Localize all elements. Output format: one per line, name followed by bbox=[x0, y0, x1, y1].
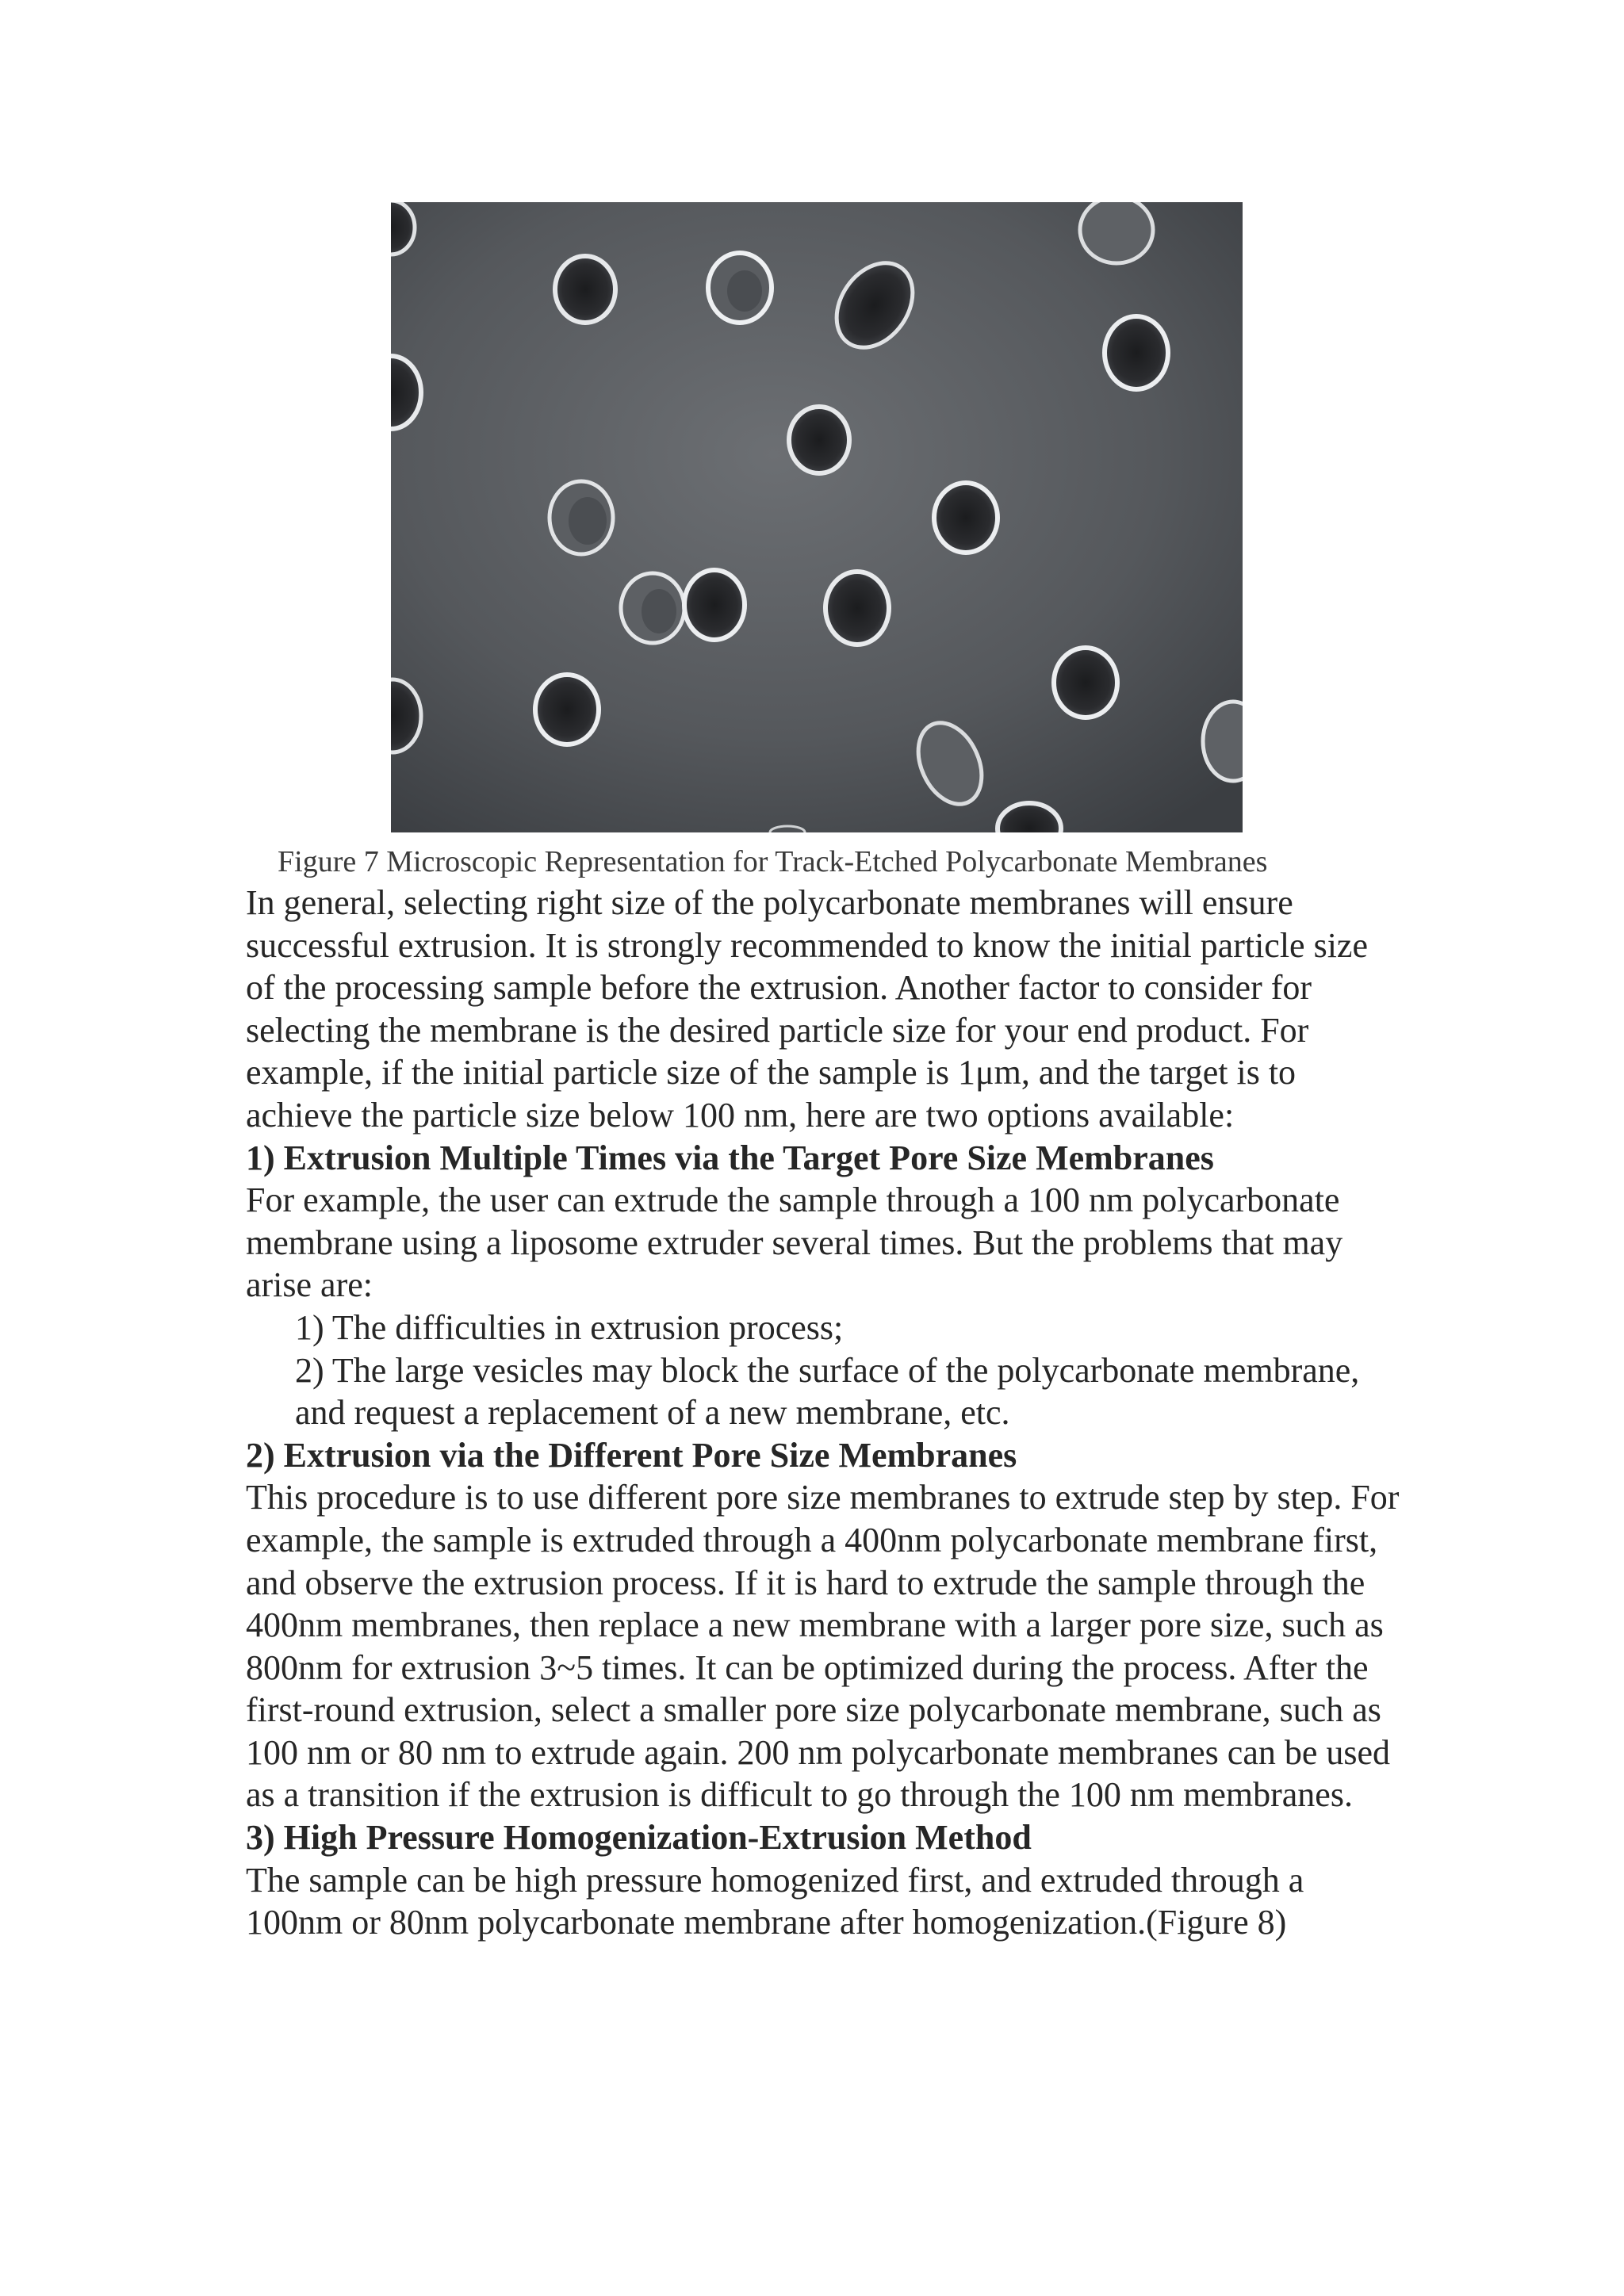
section-3-paragraph: The sample can be high pressure homogenized first, and extruded through a 100nm or 80nm polycarbonate membrane after homogenization.(Figure 8) bbox=[246, 1860, 1304, 1942]
pore bbox=[684, 570, 745, 640]
pore bbox=[770, 826, 805, 832]
figure-caption: Figure 7 Microscopic Representation for Track-Etched Polycarbonate Membranes bbox=[278, 845, 1268, 878]
pore bbox=[1105, 316, 1168, 389]
section-1-item-2: 2) The large vesicles may block the surface of the polycarbonate membrane, and request a replacement of a new membrane, etc. bbox=[295, 1350, 1360, 1433]
section-1-paragraph: For example, the user can extrude the sample through a 100 nm polycarbonate membrane using a liposome extruder several times. But the problems that may arise are: bbox=[246, 1181, 1343, 1305]
pore bbox=[550, 481, 613, 554]
section-3-heading: 3) High Pressure Homogenization-Extrusion Method bbox=[246, 1818, 1032, 1858]
pore bbox=[789, 407, 849, 473]
pore bbox=[708, 253, 772, 323]
pore bbox=[535, 675, 599, 744]
article-body bbox=[246, 882, 1404, 1944]
intro-paragraph: In general, selecting right size of the polycarbonate membranes will ensure successful extrusion. It is strongly recommended to know the initial particle size of the processing sample before the extrusion. Another factor to consider for selecting the membrane is the desired particle size for your end product. For example, if the initial particle size of the sample is 1μm, and the target is to achieve the particle size below 100 nm, here are two options available: bbox=[246, 883, 1368, 1135]
section-2-paragraph: This procedure is to use different pore size membranes to extrude step by step. For example, the sample is extruded through a 400nm polycarbonate membrane first, and observe the extrusion process. If it is hard to extrude the sample through the 400nm membranes, then replace a new membrane with a larger pore size, such as 800nm for extrusion 3~5 times. It can be optimized during the process. After the first-round extrusion, select a smaller pore size polycarbonate membrane, such as 100 nm or 80 nm to extrude again. 200 nm polycarbonate membranes can be used as a transition if the extrusion is difficult to go through the 100 nm membranes. bbox=[246, 1478, 1400, 1815]
pore bbox=[1080, 202, 1153, 263]
section-1-item-1: 1) The difficulties in extrusion process; bbox=[295, 1307, 844, 1347]
section-2-heading: 2) Extrusion via the Different Pore Size Membranes bbox=[246, 1435, 1017, 1475]
section-1-heading: 1) Extrusion Multiple Times via the Target Pore Size Membranes bbox=[246, 1138, 1214, 1177]
pore bbox=[825, 572, 889, 645]
pore bbox=[998, 803, 1061, 832]
pore bbox=[621, 573, 684, 643]
membrane-micrograph bbox=[391, 202, 1243, 832]
pore bbox=[555, 256, 615, 323]
pore bbox=[934, 483, 998, 553]
micrograph-image bbox=[391, 202, 1243, 832]
pore bbox=[1054, 648, 1117, 718]
